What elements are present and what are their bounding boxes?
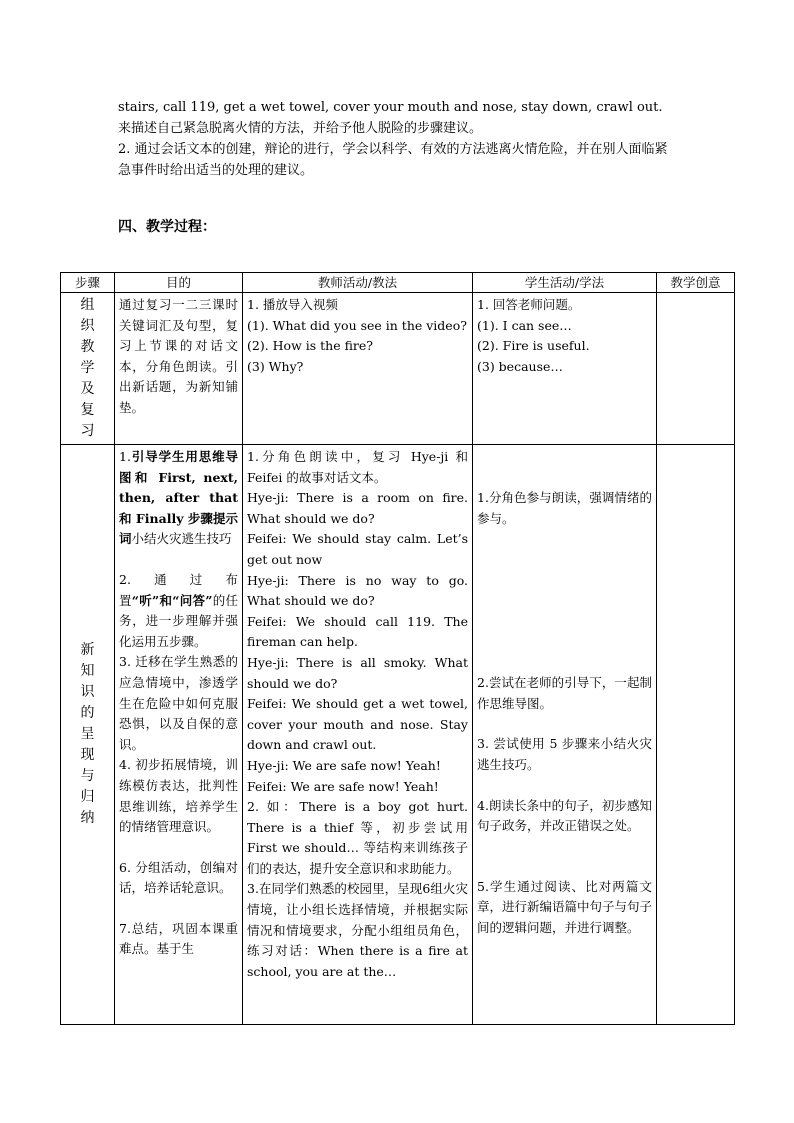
student-line: (3) because… [477, 358, 563, 374]
goal-item-1: 1.引导学生用思维导图和 First, next, then, after that 和 Finally 步骤提示词小结火灾逃生技巧 [119, 449, 238, 547]
step-cell [61, 293, 115, 445]
teacher-cell [243, 293, 473, 445]
section-title: 四、教学过程： [118, 219, 216, 235]
intro-text [118, 97, 678, 181]
step-cell [61, 445, 115, 1025]
goal-item-2-emphasis: “听”和“问答” [131, 592, 213, 608]
student-item-3: 3. 尝试使用 5 步骤来小结火灾逃生技巧。 [477, 736, 652, 772]
goal-item-3: 3. 迁移在学生熟悉的应急情境中，渗透学生在危险中如何克服恐惧，以及自保的意识。 [119, 654, 238, 752]
teacher-line: Hye-ji: There is all smoky. What should we do? [247, 654, 468, 691]
teaching-process-table [60, 272, 735, 1025]
goal-cell [115, 445, 243, 1025]
table-header-row [61, 273, 735, 293]
student-cell [473, 445, 657, 1025]
student-item-1: 1.分角色参与朗读，强调情绪的参与。 [477, 490, 652, 526]
teacher-line: (2). How is the fire? [247, 338, 373, 354]
teacher-line: Feifei: We are safe now! Yeah! [247, 778, 439, 794]
table-row [61, 293, 735, 445]
student-line: (1). I can see… [477, 317, 572, 333]
step-label: 新知识的呈现与归纳 [80, 642, 95, 826]
header-goal: 目的 [115, 273, 243, 293]
intro-paragraph-2: 2. 通过会话文本的创建，辩论的进行，学会以科学、有效的方法逃离火情危险，并在别人面临紧急事件时给出适当的处理的建议。 [118, 142, 668, 178]
teacher-line: Hye-ji: We are safe now! Yeah! [247, 757, 441, 773]
goal-item-4: 4. 初步拓展情境，训练模仿表达，批判性思维训练，培养学生的情绪管理意识。 [119, 757, 238, 835]
table-row [61, 445, 735, 1025]
header-student: 学生活动/学法 [473, 273, 657, 293]
goal-item-1-emphasis: 引导学生用思维导图和 First, next, then, after that 和 Finally 步骤提示词 [119, 449, 238, 547]
goal-item-7: 7.总结，巩固本课重难点。基于生 [119, 920, 238, 957]
teacher-line: 2. 如：There is a boy got hurt. There is a thief 等，初步尝试用 First we should… 等结构来训练孩子们的表达，提升安全意识和求助能力。 [247, 799, 468, 876]
intro-paragraph-1: stairs, call 119, get a wet towel, cover your mouth and nose, stay down, crawl out. 来描述自己紧急脱离火情的方法，并给予他人脱险的步骤建议。 [118, 100, 663, 136]
student-item-5: 5.学生通过阅读、比对两篇文章，进行新编语篇中句子与句子间的逻辑问题，并进行调整。 [477, 878, 653, 935]
student-cell [473, 293, 657, 445]
teacher-line: 3.在同学们熟悉的校园里，呈现6组火灾情境，让小组长选择情境，并根据实际情况和情境要求，分配小组组员角色，练习对话：When there is a fire at school, you are at the… [247, 881, 468, 979]
teacher-line: 1. 播放导入视频 [247, 297, 338, 312]
goal-text: 通过复习一二三课时关键词汇及句型，复习上节课的对话文本，分角色朗读。引出新话题，为新知铺垫。 [119, 297, 238, 415]
creative-cell [657, 445, 735, 1025]
student-line: (2). Fire is useful. [477, 338, 590, 354]
teacher-line: Hye-ji: There is a room on fire. What should we do? [247, 490, 468, 526]
header-step: 步骤 [61, 273, 115, 293]
teacher-line: Feifei: We should call 119. The fireman can help. [247, 613, 468, 650]
teacher-line: Hye-ji: There is no way to go. What should we do? [247, 572, 468, 609]
student-item-4: 4.朗读长条中的句子，初步感知句子政务，并改正错误之处。 [477, 797, 652, 834]
teacher-line: Feifei: We should get a wet towel, cover your mouth and nose. Stay down and crawl out. [247, 696, 468, 753]
teacher-line: 1.分角色朗读中，复习 Hye-ji 和 Feifei 的故事对话文本。 [247, 449, 468, 485]
goal-item-6: 6. 分组活动，创编对话，培养话轮意识。 [119, 859, 238, 896]
student-line: 1. 回答老师问题。 [477, 297, 581, 312]
teacher-line: Feifei: We should stay calm. Let’s get out now [247, 531, 468, 567]
teacher-line: (3) Why? [247, 358, 304, 374]
goal-cell [115, 293, 243, 445]
creative-cell [657, 293, 735, 445]
header-creative: 教学创意 [657, 273, 735, 293]
student-item-2: 2.尝试在老师的引导下，一起制作思维导图。 [477, 675, 652, 711]
teacher-line: (1). What did you see in the video? [247, 317, 467, 333]
header-teacher: 教师活动/教法 [243, 273, 473, 293]
step-label: 组织教学及复习 [80, 297, 95, 439]
goal-item-2: 2.通过布置“听”和“问答”的任务，进一步理解并强化运用五步骤。 [119, 571, 238, 649]
teacher-cell [243, 445, 473, 1025]
